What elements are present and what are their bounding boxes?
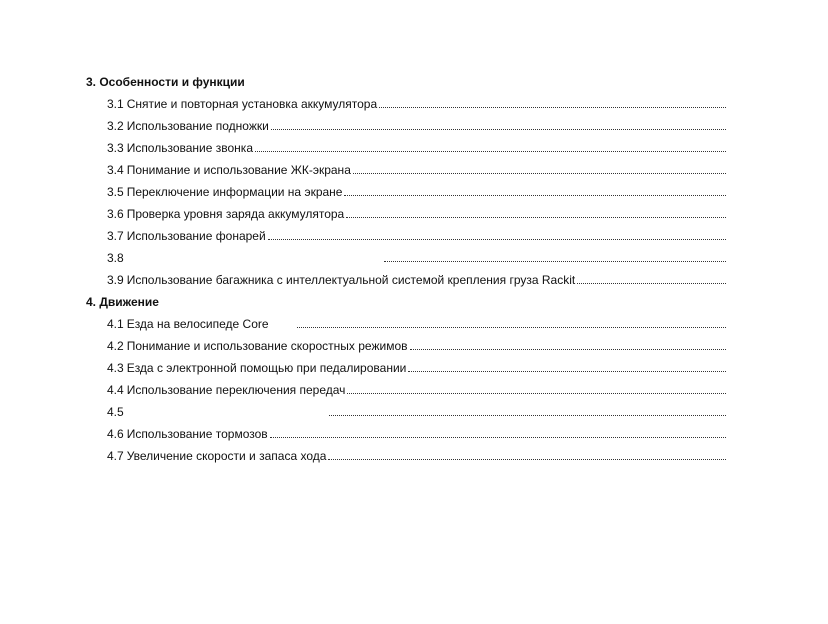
dot-leader: [328, 459, 726, 460]
section-heading: 3. Особенности и функции: [86, 75, 245, 89]
toc-entry-title: Использование звонка: [126, 141, 253, 155]
toc-entry[interactable]: [107, 313, 726, 335]
toc-entry[interactable]: [107, 247, 726, 269]
toc-entry-title: Проверка уровня заряда аккумулятора: [126, 207, 345, 221]
toc-entry-number: 4.6: [107, 427, 124, 441]
toc-entry-title: Понимание и использование ЖК-экрана: [126, 163, 351, 177]
toc-entry-number: 3.3: [107, 141, 124, 155]
toc-entry-title: Езда на велосипеде Core: [126, 317, 269, 331]
toc-entry-number: 3.7: [107, 229, 124, 243]
toc-entry-title: Использование багажника с интеллектуальной системой крепления груза Rackit: [126, 273, 576, 287]
toc-entry-number: 3.1: [107, 97, 124, 111]
toc-entry-label: [107, 405, 329, 419]
toc-entry-label: [107, 163, 351, 177]
dot-leader: [271, 129, 726, 130]
toc-entry[interactable]: [107, 445, 726, 467]
toc-entry-number: 4.1: [107, 317, 124, 331]
dot-leader: [346, 217, 726, 218]
toc-entry-title: Снятие и повторная установка аккумулятора: [126, 97, 378, 111]
table-of-contents: [86, 71, 726, 467]
toc-entry-label: [107, 449, 326, 463]
dot-leader: [255, 151, 726, 152]
dot-leader: [379, 107, 726, 108]
toc-entry[interactable]: [107, 335, 726, 357]
toc-entry-label: [107, 317, 297, 331]
dot-leader: [329, 415, 726, 416]
dot-leader: [347, 393, 726, 394]
toc-entry-number: 4.3: [107, 361, 124, 375]
toc-entry-label: [107, 427, 268, 441]
toc-entry-number: 3.5: [107, 185, 124, 199]
toc-entry[interactable]: [107, 225, 726, 247]
dot-leader: [268, 239, 726, 240]
toc-entry[interactable]: [107, 159, 726, 181]
toc-entry[interactable]: [107, 93, 726, 115]
toc-entry[interactable]: [107, 115, 726, 137]
toc-entry[interactable]: [107, 269, 726, 291]
dot-leader: [297, 327, 726, 328]
dot-leader: [344, 195, 726, 196]
toc-entry-title: Использование переключения передач: [126, 383, 346, 397]
toc-entry-number: 3.9: [107, 273, 124, 287]
toc-entry[interactable]: [107, 203, 726, 225]
toc-entry-title: Использование тормозов: [126, 427, 268, 441]
toc-entry-label: [107, 251, 384, 265]
toc-entry-label: [107, 383, 345, 397]
toc-entry-label: [107, 119, 269, 133]
toc-entry-title: Увеличение скорости и запаса хода: [126, 449, 327, 463]
dot-leader: [270, 437, 726, 438]
toc-entry-label: [107, 141, 253, 155]
toc-entry[interactable]: [107, 137, 726, 159]
toc-entry-label: [107, 339, 408, 353]
toc-entry-number: 3.8: [107, 251, 124, 265]
toc-entry-number: 4.2: [107, 339, 124, 353]
dot-leader: [410, 349, 726, 350]
toc-entry[interactable]: [107, 401, 726, 423]
toc-entry-title: Переключение информации на экране: [126, 185, 343, 199]
dot-leader: [408, 371, 726, 372]
toc-entry-label: [107, 97, 377, 111]
toc-entry[interactable]: [107, 423, 726, 445]
toc-entry-label: [107, 229, 266, 243]
toc-entry[interactable]: [107, 181, 726, 203]
toc-entry[interactable]: [107, 357, 726, 379]
toc-entry-label: [107, 273, 575, 287]
toc-entry-title: Езда с электронной помощью при педалировании: [126, 361, 407, 375]
dot-leader: [384, 261, 726, 262]
toc-entry-title: Использование подножки: [126, 119, 269, 133]
toc-entry-number: 4.7: [107, 449, 124, 463]
toc-entry-number: 3.6: [107, 207, 124, 221]
toc-entry-number: 4.4: [107, 383, 124, 397]
section-heading: 4. Движение: [86, 295, 159, 309]
toc-entry-label: [107, 207, 344, 221]
toc-entry-number: 4.5: [107, 405, 124, 419]
toc-entry-label: [107, 185, 342, 199]
toc-entry-title: Использование фонарей: [126, 229, 266, 243]
toc-entry-number: 3.4: [107, 163, 124, 177]
toc-entry[interactable]: [107, 379, 726, 401]
toc-entry-number: 3.2: [107, 119, 124, 133]
dot-leader: [577, 283, 726, 284]
dot-leader: [353, 173, 726, 174]
toc-entry-label: [107, 361, 406, 375]
toc-entry-title: Понимание и использование скоростных режимов: [126, 339, 408, 353]
